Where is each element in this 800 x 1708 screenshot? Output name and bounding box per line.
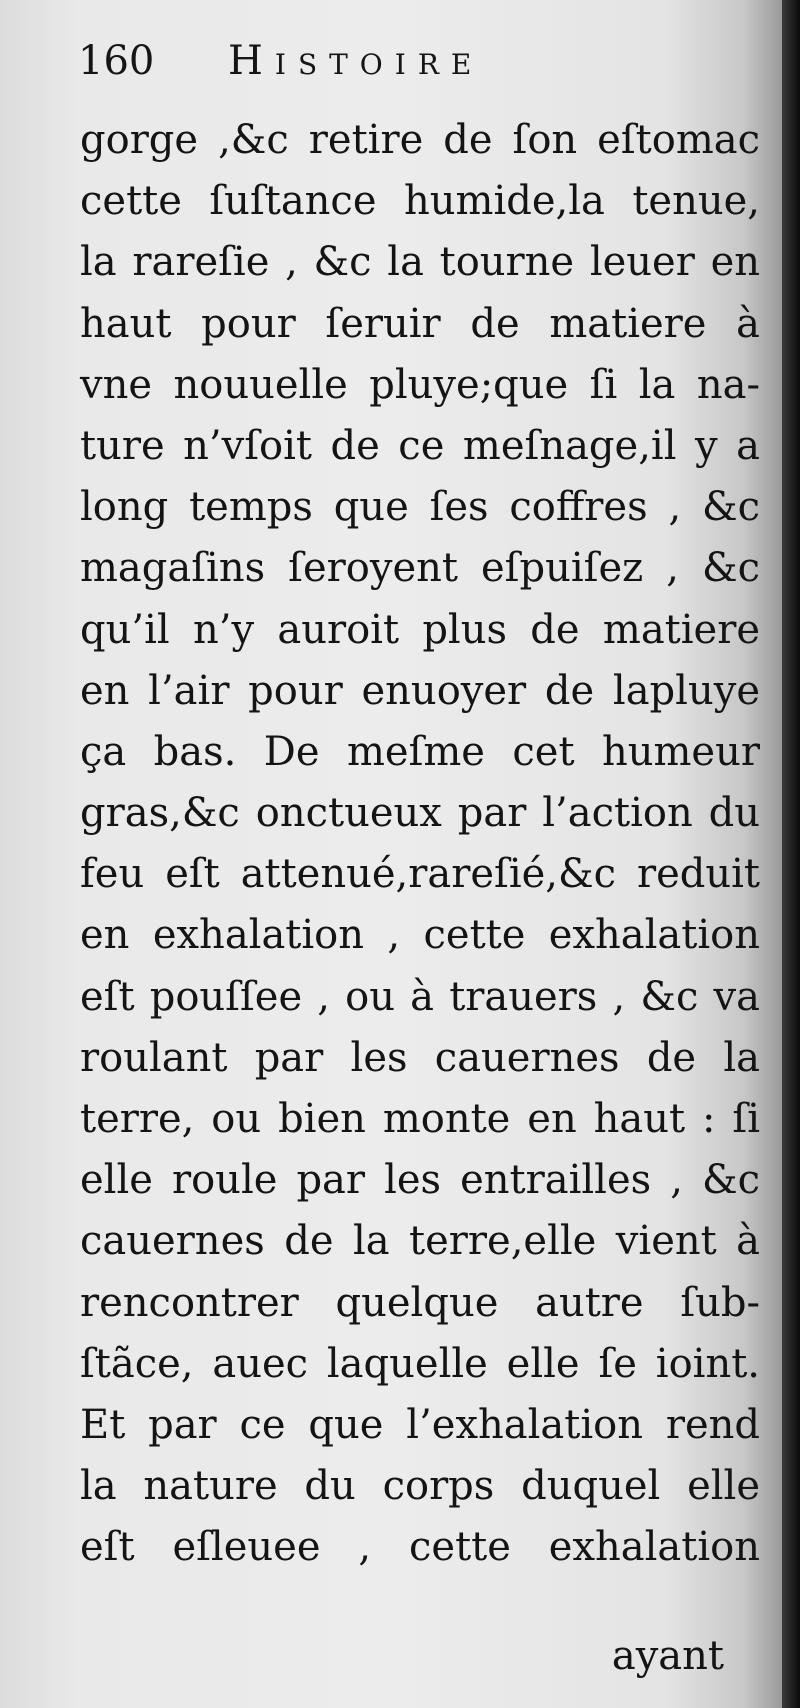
- text-line: en l’air pour enuoyer de lapluye: [80, 667, 760, 714]
- running-head: [78, 38, 483, 84]
- text-line: eſt eſleuee , cette exhalation: [80, 1524, 760, 1571]
- text-line: cauernes de la terre,elle vient à: [80, 1218, 760, 1265]
- text-line: la nature du corps duquel elle: [80, 1463, 760, 1510]
- text-line: terre, ou bien monte en haut : ſi: [80, 1096, 760, 1142]
- catchword: ayant: [611, 1633, 724, 1679]
- text-body: [80, 110, 760, 1579]
- text-line: vne nouuelle pluye;que ſi la na-: [80, 361, 760, 408]
- text-line: gras,&c onctueux par l’action du: [80, 790, 760, 837]
- text-line: rencontrer quelque autre ſub-: [80, 1279, 760, 1326]
- text-line: cette ſuſtance humide,la tenue,: [80, 178, 760, 225]
- page-number: 160: [78, 38, 155, 84]
- text-line: la rareſie , &c la tourne leuer en: [80, 239, 760, 286]
- text-line: magaſins ſeroyent eſpuiſez , &c: [80, 545, 760, 592]
- page-edge: [782, 0, 800, 1708]
- text-line: qu’il n’y auroit plus de matiere: [80, 606, 760, 653]
- text-line: Et par ce que l’exhalation rend: [80, 1401, 760, 1448]
- running-title: Histoire: [228, 38, 484, 84]
- text-line: roulant par les cauernes de la: [80, 1034, 760, 1081]
- text-line: feu eſt attenué,rareſié,&c reduit: [80, 851, 760, 898]
- text-line: long temps que ſes coffres , &c: [80, 484, 760, 531]
- text-line: elle roule par les entrailles , &c: [80, 1157, 760, 1204]
- text-line: en exhalation , cette exhalation: [80, 912, 760, 959]
- text-line: ſtãce, auec laquelle elle ſe ioint.: [80, 1340, 760, 1387]
- text-line: eſt pouſſee , ou à trauers , &c va: [80, 973, 760, 1020]
- text-line: ça bas. De meſme cet humeur: [80, 728, 760, 775]
- text-line: haut pour ſeruir de matiere à: [80, 300, 760, 347]
- text-line: ture n’vſoit de ce meſnage,il y a: [80, 422, 760, 469]
- text-line: gorge ,&c retire de ſon eſtomac: [80, 117, 760, 163]
